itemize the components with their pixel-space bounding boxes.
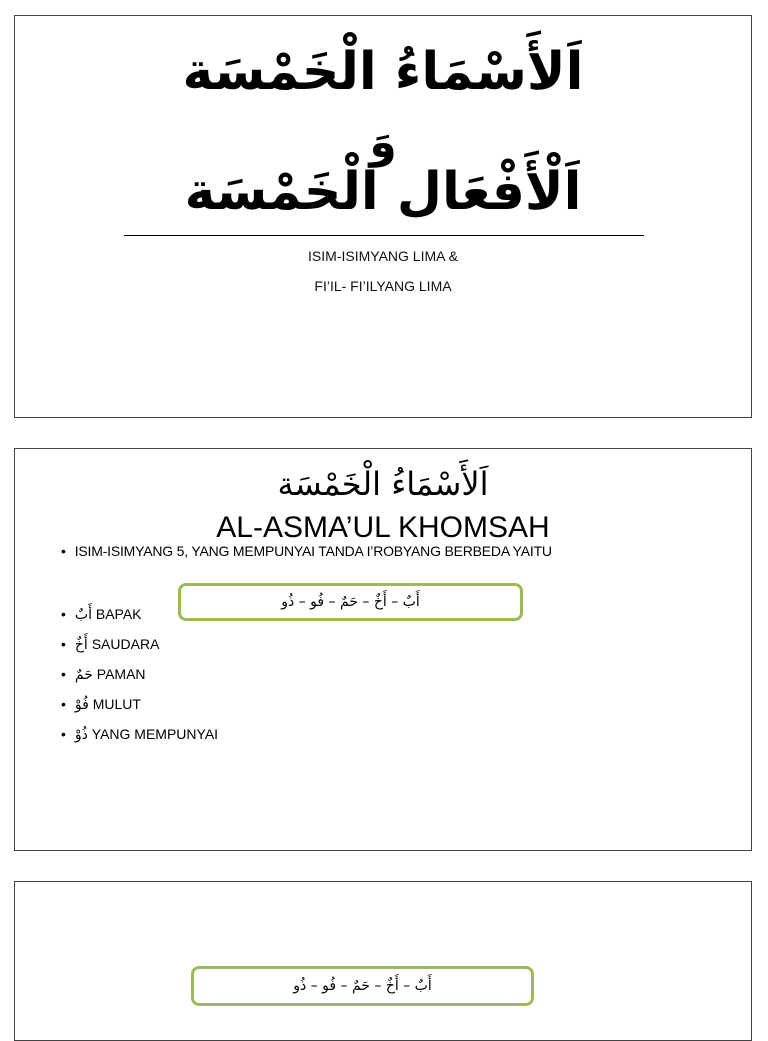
- slide-title-conjunction: وَ: [369, 117, 397, 168]
- highlight-box: أَبٌ – أَخٌ – حَمٌ – فُو – ذُو: [191, 966, 534, 1006]
- list-item-arabic: أَبٌ: [74, 607, 92, 623]
- intro-text: ISIM-ISIMYANG 5, YANG MEMPUNYAI TANDA I’ROBYANG BERBEDA YAITU: [74, 543, 552, 559]
- intro-bullet: [61, 543, 552, 559]
- bullet-icon: •: [61, 636, 66, 652]
- list-item: [61, 599, 218, 629]
- list-item-meaning: MULUT: [92, 696, 141, 712]
- list-item-meaning: PAMAN: [96, 666, 146, 682]
- title-divider: [124, 235, 644, 236]
- bullet-icon: •: [61, 543, 66, 559]
- list-item: [61, 659, 218, 689]
- subtitle-line-1: ISIM-ISIMYANG LIMA &: [308, 248, 458, 264]
- slide-title-arabic: اَلأَسْمَاءُ الْخَمْسَة: [277, 465, 489, 503]
- slide-title-arabic-afal: اَلْأَفْعَال الْخَمْسَة: [184, 162, 582, 222]
- subtitle-line-2: FI’IL- FI’ILYANG LIMA: [314, 278, 452, 294]
- list-item-arabic: أَخٌ: [74, 637, 88, 653]
- slide-title-latin: AL-ASMA’UL KHOMSAH: [216, 511, 550, 544]
- list-item-arabic: ذُوْ: [74, 727, 88, 743]
- list-item-arabic: فُوْ: [74, 697, 89, 713]
- slide-3: [14, 881, 752, 1041]
- list-item-meaning: BAPAK: [95, 606, 142, 622]
- bullet-icon: •: [61, 726, 66, 742]
- slide-2: [14, 448, 752, 851]
- list-item-meaning: YANG MEMPUNYAI: [91, 726, 219, 742]
- bullet-icon: •: [61, 666, 66, 682]
- list-item: [61, 689, 218, 719]
- list-item: [61, 629, 218, 659]
- highlight-box: أَبٌ – أَخٌ – حَمٌ – فُو – ذُو: [178, 583, 523, 621]
- list-item-meaning: SAUDARA: [91, 636, 160, 652]
- list-item: [61, 719, 218, 749]
- slide-1: [14, 15, 752, 418]
- word-list: [61, 599, 218, 749]
- bullet-icon: •: [61, 606, 66, 622]
- slide-title-arabic-asma: اَلأَسْمَاءُ الْخَمْسَة: [182, 42, 584, 102]
- list-item-arabic: حَمٌ: [74, 667, 93, 683]
- bullet-icon: •: [61, 696, 66, 712]
